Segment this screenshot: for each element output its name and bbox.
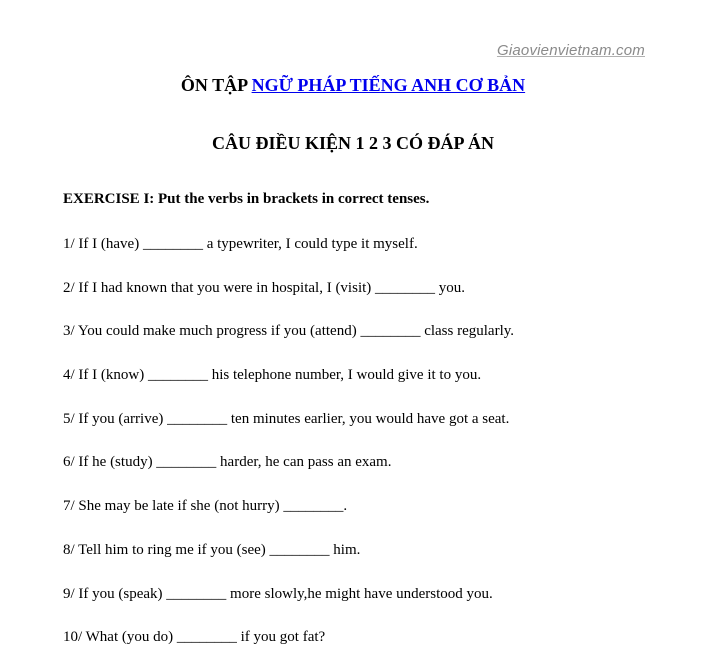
title-prefix: ÔN TẬP bbox=[180, 75, 252, 95]
question-item: 3/ You could make much progress if you (attend) ________ class regularly. bbox=[63, 323, 515, 340]
exercise-heading: EXERCISE I: Put the verbs in brackets in correct tenses. bbox=[63, 191, 430, 207]
question-item: 2/ If I had known that you were in hospital, I (visit) ________ you. bbox=[63, 279, 466, 296]
site-watermark: Giaovienvietnam.com bbox=[496, 42, 645, 59]
question-item: 4/ If I (know) ________ his telephone number, I would give it to you. bbox=[63, 367, 482, 384]
question-list bbox=[63, 235, 514, 672]
page-subtitle: CÂU ĐIỀU KIỆN 1 2 3 CÓ ĐÁP ÁN bbox=[211, 133, 494, 153]
question-item: 10/ What (you do) ________ if you got fat? bbox=[63, 629, 326, 646]
question-item: 7/ She may be late if she (not hurry) ________. bbox=[63, 498, 348, 515]
question-item: 9/ If you (speak) ________ more slowly,he might have understood you. bbox=[63, 585, 493, 602]
question-item: 6/ If he (study) ________ harder, he can pass an exam. bbox=[63, 454, 392, 471]
question-item: 1/ If I (have) ________ a typewriter, I could type it myself. bbox=[63, 236, 418, 252]
page-title bbox=[0, 75, 706, 96]
question-item: 5/ If you (arrive) ________ ten minutes earlier, you would have got a seat. bbox=[63, 410, 510, 427]
question-item: 8/ Tell him to ring me if you (see) ________ him. bbox=[63, 541, 361, 558]
grammar-topic-link[interactable]: NGỮ PHÁP TIẾNG ANH CƠ BẢN bbox=[251, 75, 526, 95]
